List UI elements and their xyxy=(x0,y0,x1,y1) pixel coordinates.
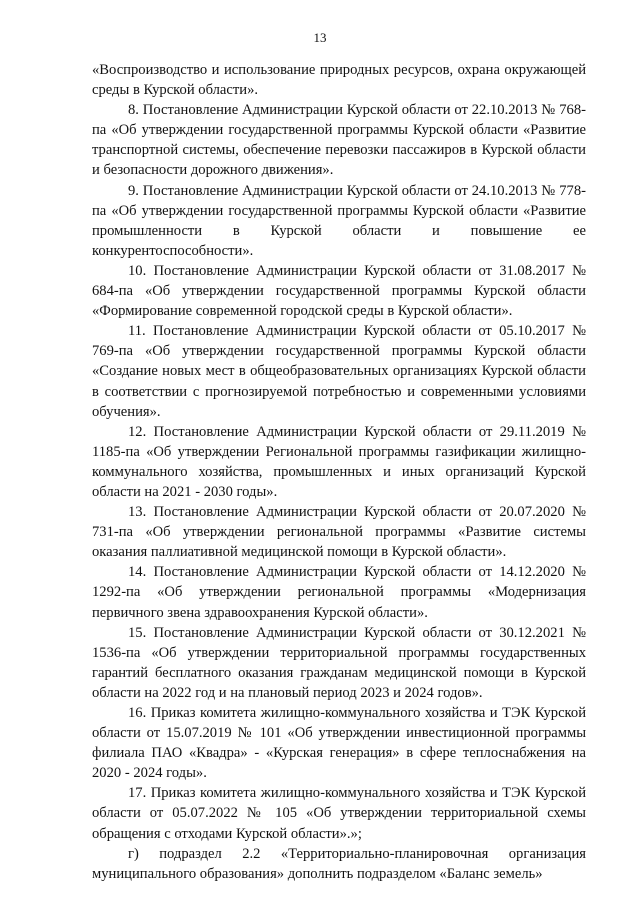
list-item-15: 15. Постановление Администрации Курской области от 30.12.2021 № 1536-па «Об утверждении территориальной программы государственных гарантий бесплатного оказания гражданам медицинской помощи в Курской области на 2022 год и на плановый период 2023 и 2024 годов». xyxy=(92,624,586,701)
list-item-12: 12. Постановление Администрации Курской области от 29.11.2019 № 1185-па «Об утверждении Региональной программы газификации жилищно-коммунального хозяйства, промышленных и иных организаций Курской области на 2021 - 2030 годы». xyxy=(92,423,586,500)
list-item-17: 17. Приказ комитета жилищно-коммунального хозяйства и ТЭК Курской области от 05.07.2022 № 105 «Об утверждении территориальной схемы обращения с отходами Курской области».»; xyxy=(92,785,586,842)
list-item-16: 16. Приказ комитета жилищно-коммунального хозяйства и ТЭК Курской области от 15.07.2019 № 101 «Об утверждении инвестиционной программы филиала ПАО «Квадра» - «Курская генерация» в сфере теплоснабжения на 2020 - 2024 годы». xyxy=(92,705,586,782)
list-item-8: 8. Постановление Администрации Курской области от 22.10.2013 № 768-па «Об утверждении государственной программы Курской области «Развитие транспортной системы, обеспечение перевозки пассажиров в Курской области и безопасности дорожного движения». xyxy=(92,102,586,179)
list-item-11: 11. Постановление Администрации Курской области от 05.10.2017 № 769-па «Об утверждении государственной программы Курской области «Создание новых мест в общеобразовательных организациях Курской области в соответствии с прогнозируемой потребностью и современными условиями обучения». xyxy=(92,323,586,420)
list-item-14: 14. Постановление Администрации Курской области от 14.12.2020 № 1292-па «Об утверждении региональной программы «Модернизация первичного звена здравоохранения Курской области». xyxy=(92,564,586,621)
list-item-9: 9. Постановление Администрации Курской области от 24.10.2013 № 778-па «Об утверждении государственной программы Курской области «Развитие промышленности в Курской области и повышение ее конкурентоспособности». xyxy=(92,182,586,259)
list-item-13: 13. Постановление Администрации Курской области от 20.07.2020 № 731-па «Об утверждении региональной программы «Развитие системы оказания паллиативной медицинской помощи в Курской области». xyxy=(92,504,586,561)
paragraph-continuation: «Воспроизводство и использование природных ресурсов, охрана окружающей среды в Курской области». xyxy=(92,62,586,99)
document-body xyxy=(92,60,586,884)
subsection-paragraph-g: г) подраздел 2.2 «Территориально-планировочная организация муниципального образования» дополнить подразделом «Баланс земель» xyxy=(92,845,586,882)
list-item-10: 10. Постановление Администрации Курской области от 31.08.2017 № 684-па «Об утверждении государственной программы Курской области «Формирование современной городской среды в Курской области». xyxy=(92,262,586,320)
page-number: 13 xyxy=(313,30,327,45)
